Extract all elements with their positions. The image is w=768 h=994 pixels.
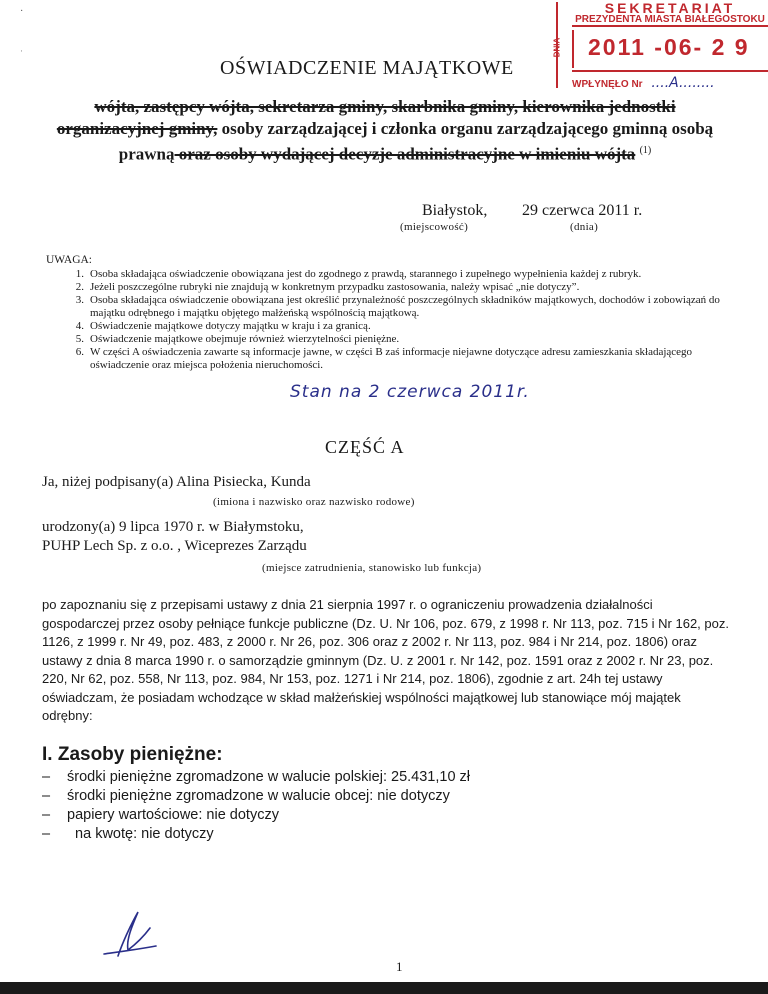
employer-caption: (miejsce zatrudnienia, stanowisko lub funkcja): [262, 562, 482, 574]
scan-mark: ·: [20, 6, 24, 17]
stamp-side-label: DNIA: [552, 37, 562, 58]
page-number: 1: [396, 959, 403, 974]
list-item: – papiery wartościowe: nie dotyczy: [42, 807, 279, 823]
note-item: 1. Osoba składająca oświadczenie obowiązana jest do zgodnego z prawdą, starannego i zupełnego wypełnienia każdej z rubryk.: [75, 268, 642, 280]
note-item: 5. Oświadczenie majątkowe obejmuje również wierzytelności pieniężne.: [75, 333, 400, 345]
stamp-office: SEKRETARIAT: [604, 0, 736, 16]
date-caption: (dnia): [570, 221, 599, 233]
note-item: 2. Jeżeli poszczególne rubryki nie znajdują w konkretnym przypadku zastosowania, należy wpisać „nie dotyczy”.: [75, 281, 580, 293]
assets-list: [42, 768, 470, 844]
notes-list: [66, 268, 736, 372]
registry-stamp: [552, 0, 768, 91]
declarant-caption: (imiona i nazwisko oraz nazwisko rodowe): [213, 496, 415, 508]
scan-bottom-edge: [0, 982, 768, 994]
heading-struck-part-1: wójta, zastępcy wójta, sekretarza gminy, skarbnika gminy, kierownika jednostki organizacyjnej gminy,: [56, 97, 676, 138]
heading-main: osoby zarządzającej i członka organu zarządzającego gminną osobą prawną: [118, 119, 714, 164]
note-item: 6. W części A oświadczenia zawarte są informacje jawne, w części B zaś informacje niejawne dotyczące adresu zamieszkania składającego oświadczenie oraz miejsca położenia nieruchomości.: [75, 346, 693, 371]
note-item: 3. Osoba składająca oświadczenie obowiązana jest określić przynależność poszczególnych składników majątkowych, dochodów i zobowiązań do majątku odrębnego i majątku objętego małżeńską wspólnością majątkową.: [75, 294, 720, 319]
place-caption: (miejscowość): [400, 221, 469, 233]
place-value: Białystok,: [422, 202, 488, 219]
stamp-received-label: WPŁYNĘŁO Nr: [572, 79, 643, 90]
part-title: CZĘŚĆ A: [325, 437, 405, 457]
heading-struck-part-2: oraz osoby wydającej decyzje administracyjne w imieniu wójta: [174, 144, 636, 164]
list-item: – środki pieniężne zgromadzone w walucie polskiej: 25.431,10 zł: [42, 769, 471, 785]
stamp-organization: PREZYDENTA MIASTA BIAŁEGOSTOKU: [572, 14, 768, 27]
list-item: – środki pieniężne zgromadzone w walucie obcej: nie dotyczy: [42, 788, 450, 804]
born-line: urodzony(a) 9 lipca 1970 r. w Białymstoku,: [42, 519, 304, 535]
stamp-received: [572, 70, 768, 91]
declarant-line: Ja, niżej podpisany(a) Alina Pisiecka, Kunda: [42, 474, 311, 490]
employer-line: PUHP Lech Sp. z o.o. , Wiceprezes Zarządu: [42, 538, 307, 554]
notes-label: UWAGA:: [46, 254, 92, 266]
stamp-side-box: [552, 30, 574, 68]
heading-footnote: (1): [639, 145, 652, 156]
scan-mark-2: ·: [20, 46, 23, 56]
stamp-date: 2011 -06- 2 9: [588, 34, 750, 60]
handwritten-note: Stan na 2 czerwca 2011r.: [290, 382, 530, 402]
legal-paragraph: po zapoznaniu się z przepisami ustawy z dnia 21 sierpnia 1997 r. o ograniczeniu prowadzenia działalności gospodarczej przez osoby pełniące funkcje publiczne (Dz. U. Nr 106, poz. 679, z 1998 r. Nr 113, poz. 715 i Nr 162, poz. 1126, z 1999 r. Nr 49, poz. 483, z 2000 r. Nr 26, poz. 306 oraz z 2002 r. Nr 113, poz. 984 i Nr 214, poz. 1806) oraz ustawy z dnia 8 marca 1990 r. o samorządzie gminnym (Dz. U. z 2001 r. Nr 142, poz. 1591 oraz z 2002 r. Nr 23, poz. 220, Nr 62, poz. 558, Nr 113, poz. 984, Nr 153, poz. 1271 i Nr 214, poz. 1806), zgodnie z art. 24h tej ustawy oświadczam, że posiadam wchodzące w skład małżeńskiej wspólności majątkowej lub stanowiące mój majątek odrębny:: [42, 597, 729, 723]
list-item: – na kwotę: nie dotyczy: [42, 826, 214, 842]
document-title: OŚWIADCZENIE MAJĄTKOWE: [220, 57, 514, 79]
section-title: I. Zasoby pieniężne:: [42, 744, 223, 765]
stamp-received-value: ....A........: [651, 75, 715, 91]
signature: [88, 906, 158, 958]
document-heading: [40, 96, 730, 166]
date-value: 29 czerwca 2011 r.: [522, 202, 643, 219]
note-item: 4. Oświadczenie majątkowe dotyczy majątku w kraju i za granicą.: [75, 320, 371, 332]
